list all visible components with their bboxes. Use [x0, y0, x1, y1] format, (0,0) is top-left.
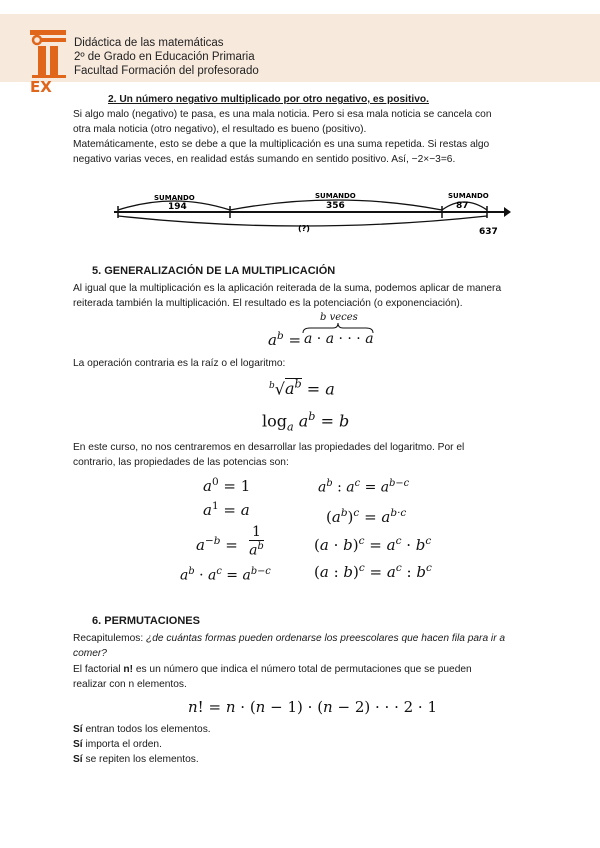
brace-label: b veces	[320, 312, 358, 323]
root-formula: $^b√a^b = a$	[269, 378, 335, 399]
power-property: $a^0 = 1$	[203, 476, 251, 495]
yes-marker: Sí	[73, 754, 83, 765]
power-property: $a^1 = a$	[203, 500, 250, 519]
paragraph-line: contrario, las propiedades de las potencias son:	[73, 457, 289, 468]
yes-marker: Sí	[73, 724, 83, 735]
recap-question-end: comer?	[73, 648, 107, 659]
list-item-text: importa el orden.	[82, 739, 162, 750]
power-property: $(a \cdot b)^c = a^c \cdot b^c$	[314, 535, 432, 554]
paragraph-line: Si algo malo (negativo) te pasa, es una mala noticia. Pero si esa mala noticia se cancela con	[73, 109, 492, 120]
yes-marker: Sí	[73, 739, 83, 750]
degree-title: 2º de Grado en Educación Primaria	[74, 51, 255, 63]
paragraph-line	[73, 631, 533, 646]
subsection-title: 2. Un número negativo multiplicado por otro negativo, es positivo.	[108, 94, 429, 105]
power-property: $a^b \cdot a^c = a^{b-c}$	[180, 566, 271, 584]
section-heading: 5. GENERALIZACIÓN DE LA MULTIPLICACIÓN	[92, 265, 336, 277]
university-logo	[28, 28, 68, 94]
paragraph-line: realizar con n elementos.	[73, 679, 187, 690]
paragraph-line: La operación contraria es la raíz o el logaritmo:	[73, 358, 286, 369]
list-item	[73, 737, 533, 752]
sumando-label: SUMANDO	[154, 194, 195, 202]
list-item	[73, 752, 533, 767]
paragraph-line: En este curso, no nos centraremos en desarrollar las propiedades del logaritmo. Por el	[73, 442, 465, 453]
text-run: El factorial	[73, 664, 124, 675]
paragraph-line: negativo varias veces, en realidad estás sumando en sentido positivo. Así, −2×−3=6.	[73, 154, 456, 165]
repeated-product: a · a · · · a	[304, 331, 374, 347]
total-value: 637	[479, 227, 498, 237]
sumando-value: 194	[168, 202, 187, 212]
paragraph-line	[73, 662, 533, 677]
faculty-title: Facultad Formación del profesorado	[74, 65, 259, 77]
power-property: (a : $b)^c = a^c$ : $b^c$	[314, 562, 432, 581]
recap-label: Recapitulemos:	[73, 633, 147, 644]
recap-question: ¿de cuántas formas pueden ordenarse los preescolares que hacen fila para ir a	[146, 633, 506, 644]
course-title: Didáctica de las matemáticas	[74, 37, 224, 49]
factorial-symbol: n!	[123, 664, 134, 675]
list-item-text: entran todos los elementos.	[82, 724, 211, 735]
list-item-text: se repiten los elementos.	[82, 754, 199, 765]
text-run: es un número que indica el número total de permutaciones que se pueden	[133, 664, 472, 675]
unknown-total: (?)	[298, 224, 310, 233]
paragraph-line	[73, 646, 533, 661]
paragraph-line: otra mala noticia (otro negativo), el resultado es bueno (positivo).	[73, 124, 367, 135]
sumando-label: SUMANDO	[315, 192, 356, 200]
paragraph-line: Al igual que la multiplicación es la aplicación reiterada de la suma, podemos aplicar de manera	[73, 283, 502, 294]
power-property: 1 $a^b$	[249, 524, 264, 559]
page-header	[0, 14, 600, 94]
sumando-value: 87	[456, 201, 469, 211]
list-item	[73, 722, 533, 737]
factorial-formula: n! = n · (n − 1) · (n − 2) · · · 2 · 1	[188, 698, 437, 716]
section-heading: 6. PERMUTACIONES	[92, 615, 200, 627]
sumando-value: 356	[326, 201, 345, 211]
power-property: $a^b$ : $a^c = a^{b-c}$	[318, 478, 410, 496]
power-definition-formula: $a^b$ =	[268, 330, 302, 349]
svg-text:EX: EX	[30, 78, 52, 94]
number-line-diagram	[112, 188, 512, 240]
sumando-label: SUMANDO	[448, 192, 489, 200]
power-property: $a^{-b}$ =	[196, 535, 238, 554]
log-formula: $\log_a a^b = b$	[262, 410, 350, 434]
header-text	[74, 36, 259, 78]
power-property: $(a^b)^c = a^{b\cdot c}$	[326, 507, 407, 526]
paragraph-line: Matemáticamente, esto se debe a que la multiplicación es una suma repetida. Si restas algo	[73, 139, 490, 150]
paragraph-line: reiterada también la multiplicación. El resultado es la potenciación (o exponenciación).	[73, 298, 463, 309]
